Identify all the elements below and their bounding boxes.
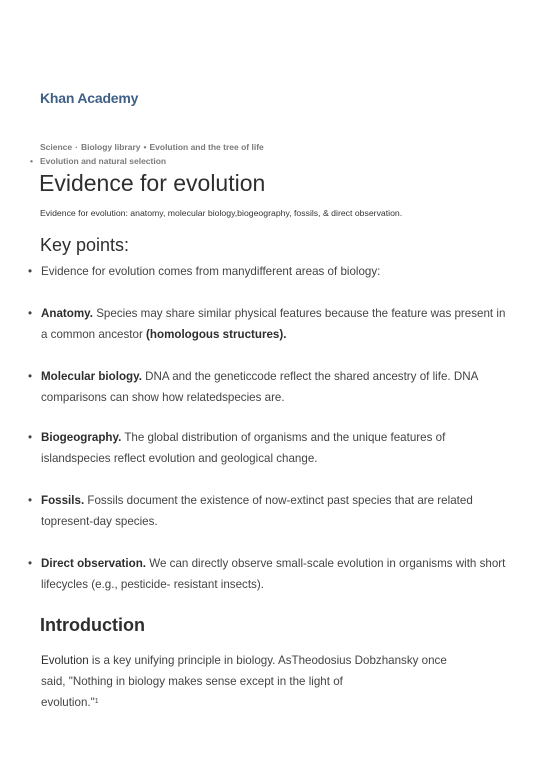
bullet-icon: • (28, 431, 33, 444)
breadcrumb-item-evolution-tree[interactable]: Evolution and the tree of life (149, 142, 264, 152)
key-points-heading: Key points: (40, 235, 130, 255)
list-item-text: Evidence for evolution comes from manydifferent areas of biology: (41, 265, 381, 278)
list-item-description: The global distribution of organisms and the unique features of islandspecies reflect evolution and geological change. (41, 431, 446, 465)
breadcrumb-line-2 (30, 156, 166, 166)
site-brand[interactable]: Khan Academy (40, 90, 139, 106)
bullet-icon: • (30, 156, 33, 166)
bullet-icon: • (28, 557, 33, 570)
page-subtitle: Evidence for evolution: anatomy, molecular biology,biogeography, fossils, & direct observation. (40, 208, 403, 218)
bullet-icon: • (28, 307, 33, 320)
breadcrumb-item-natural-selection[interactable]: Evolution and natural selection (40, 156, 167, 166)
list-item-text (41, 427, 508, 469)
list-item-term-end: (homologous structures). (146, 328, 287, 341)
introduction-heading: Introduction (40, 615, 145, 635)
list-item (28, 427, 508, 469)
list-item-text (41, 366, 508, 408)
bullet-icon: • (28, 494, 33, 507)
evolution-link[interactable]: Evolution (41, 654, 89, 667)
list-item (28, 553, 508, 595)
list-item-description: DNA and the geneticcode reflect the shared ancestry of life. DNA comparisons can show how relatedspecies are. (41, 370, 478, 404)
introduction-paragraph (41, 650, 511, 713)
list-item-term: Fossils. (41, 494, 85, 507)
breadcrumb (40, 142, 264, 152)
bullet-icon: • (28, 265, 33, 278)
breadcrumb-item-biology-library[interactable]: Biology library (80, 142, 141, 152)
footnote-marker[interactable]: 1 (94, 698, 99, 705)
breadcrumb-separator: · (75, 142, 78, 152)
list-item-text (41, 303, 508, 345)
list-item (28, 490, 508, 532)
intro-text-line-2: said, "Nothing in biology makes sense except in the light of (41, 675, 343, 688)
list-item-description: Species may share similar physical features because the feature was present in a common ancestor (41, 307, 506, 341)
list-item (28, 366, 508, 408)
breadcrumb-item-science[interactable]: Science (40, 142, 73, 152)
list-item-text (41, 490, 508, 532)
list-item (28, 303, 508, 345)
list-item-term: Anatomy. (41, 307, 93, 320)
list-item-term: Molecular biology. (41, 370, 142, 383)
breadcrumb-separator: • (143, 142, 147, 152)
list-item (28, 261, 508, 282)
intro-text-line-1: is a key unifying principle in biology. AsTheodosius Dobzhansky once (88, 654, 447, 667)
list-item-description: We can directly observe small-scale evolution in organisms with short lifecycles (e.g., pesticide- resistant insects). (41, 557, 506, 591)
list-item-description: Fossils document the existence of now-extinct past species that are related topresent-day species. (41, 494, 473, 528)
bullet-icon: • (28, 370, 33, 383)
list-item-term: Biogeography. (41, 431, 122, 444)
page-title: Evidence for evolution (39, 170, 266, 196)
intro-text-line-3: evolution." (41, 696, 95, 709)
list-item-text (41, 553, 508, 595)
list-item-term: Direct observation. (41, 557, 147, 570)
